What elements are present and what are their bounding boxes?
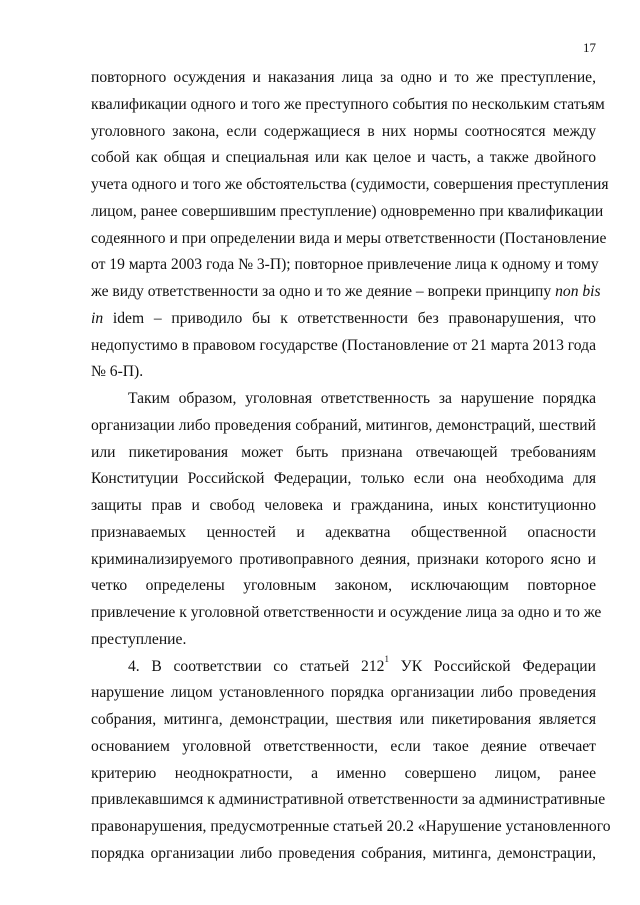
text-line: порядка организации либо проведения собрания, митинга, демонстрации, (91, 844, 596, 862)
text-line: собрания, митинга, демонстрации, шествия или пикетирования является (91, 711, 596, 728)
text-line (91, 279, 601, 306)
text-fragment: idem – приводило бы к ответственности без правонарушения, что (112, 309, 596, 327)
text-line: основанием уголовной ответственности, если такое деяние отвечает (91, 737, 596, 755)
text-line: уголовного закона, если содержащиеся в них нормы соотносятся между (91, 122, 596, 140)
text-line: признаваемых ценностей и адекватна общественной опасности (91, 523, 596, 541)
document-body (91, 65, 611, 868)
page-number: 17 (583, 40, 596, 55)
text-line: привлечение к уголовной ответственности и осуждение лица за одно и то же (91, 604, 602, 621)
text-line: Конституции Российской Федерации, только если она необходима для (91, 470, 596, 488)
text-line: учета одного и того же обстоятельства (судимости, совершения преступления (91, 176, 609, 193)
text-fragment: 4. В соответствии со статьей 212 (128, 657, 385, 675)
text-line: лицом, ранее совершившим преступление) одновременно при квалификации (91, 202, 604, 220)
text-line: повторного осуждения и наказания лица за одно и то же преступление, (91, 69, 596, 86)
text-line: преступление. (91, 630, 187, 648)
text-line: от 19 марта 2003 года № 3-П); повторное привлечение лица к одному и тому (91, 256, 599, 274)
italic-latin-phrase: in (91, 309, 104, 327)
text-line (91, 306, 596, 333)
text-line: криминализируемого противоправного деяния, признаки которого ясно и (91, 550, 596, 568)
paragraph (91, 386, 602, 654)
text-line: организации либо проведения собраний, митингов, демонстраций, шествий (91, 416, 596, 434)
text-line: критерию неоднократности, а именно совершено лицом, ранее (91, 764, 596, 782)
paragraph-continuation (91, 65, 609, 386)
text-fragment: УК Российской Федерации (400, 657, 596, 675)
text-line: или пикетирования может быть признана отвечающей требованиям (91, 443, 596, 461)
text-line: привлекавшимся к административной ответственности за административные (91, 791, 606, 809)
text-line: недопустимо в правовом государстве (Постановление от 21 марта 2013 года (91, 336, 596, 354)
text-fragment: же виду ответственности за одно и то же деяние – вопреки принципу (91, 283, 552, 300)
superscript-mark: 1 (384, 654, 389, 665)
text-line: содеянного и при определении вида и меры ответственности (Постановление (91, 229, 607, 247)
paragraph-numbered (91, 654, 611, 868)
text-line: четко определены уголовным законом, исключающим повторное (91, 577, 596, 595)
text-line: квалификации одного и того же преступного события по нескольким статьям (91, 95, 605, 113)
text-line: защиты прав и свобод человека и гражданина, иных конституционно (91, 497, 596, 514)
text-line: № 6-П). (91, 363, 144, 381)
text-line: нарушение лицом установленного порядка организации либо проведения (91, 684, 596, 702)
text-line: собой как общая и специальная или как целое и часть, а также двойного (91, 149, 596, 167)
text-line: Таким образом, уголовная ответственность за нарушение порядка (128, 390, 596, 407)
text-line: правонарушения, предусмотренные статьей 20.2 «Нарушение установленного (91, 818, 611, 835)
text-line (91, 654, 596, 681)
italic-latin-phrase: non bis (555, 283, 601, 300)
